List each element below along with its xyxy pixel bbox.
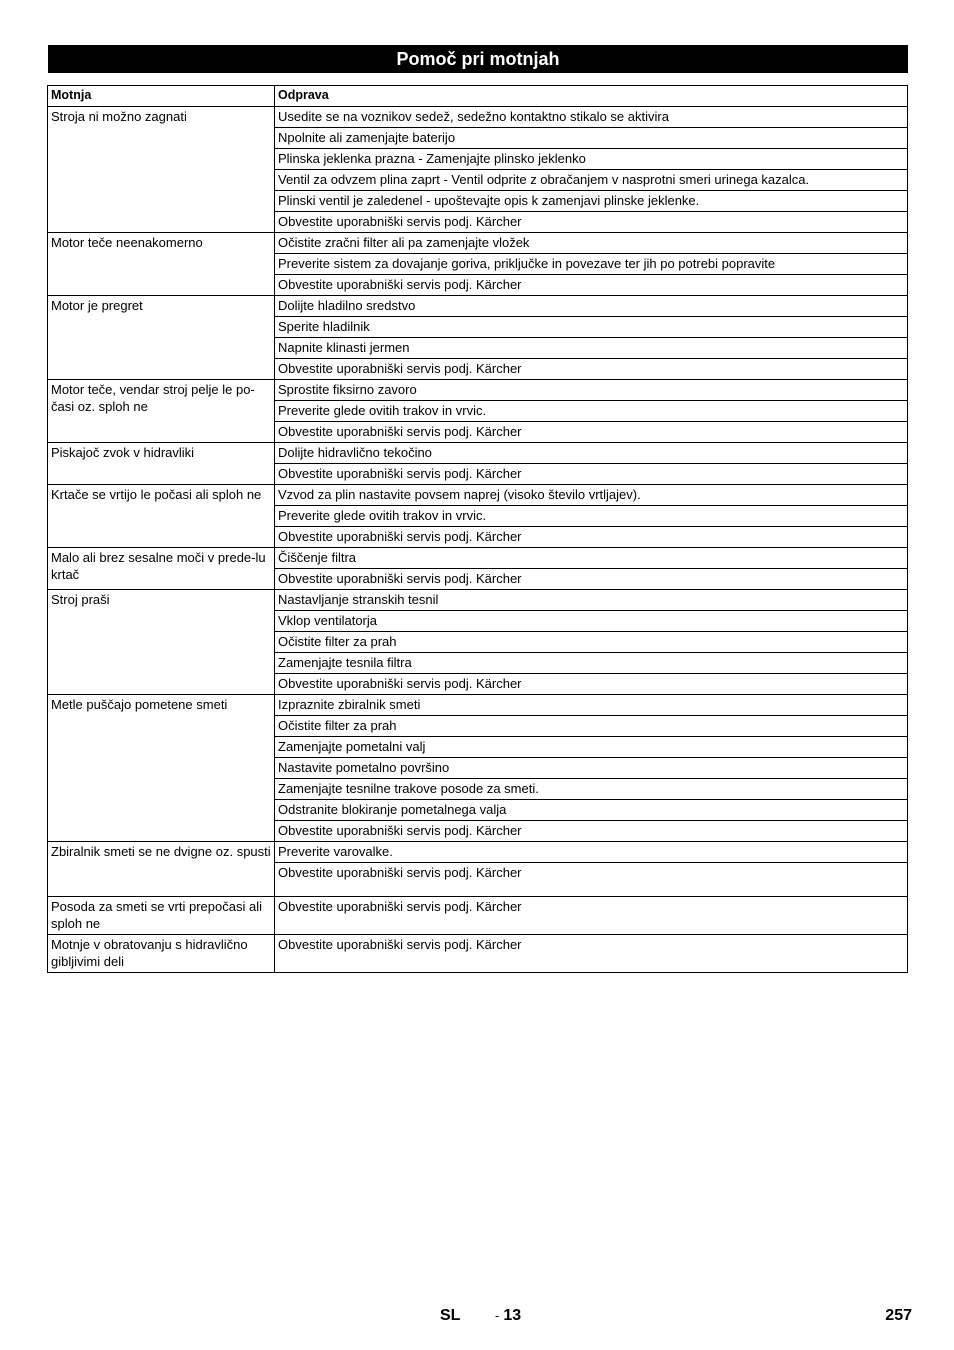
remedy-cell: Obvestite uporabniški servis podj. Kärcher	[275, 275, 908, 296]
problem-cell: Motnje v obratovanju s hidravlično gibljivimi deli	[48, 935, 275, 973]
remedy-cell: Očistite filter za prah	[275, 632, 908, 653]
section-page	[495, 1307, 521, 1325]
remedy-cell: Plinska jeklenka prazna - Zamenjajte plinsko jeklenko	[275, 149, 908, 170]
remedy-cell: Obvestite uporabniški servis podj. Kärcher	[275, 821, 908, 842]
remedy-cell: Nastavljanje stranskih tesnil	[275, 590, 908, 611]
table-row	[48, 233, 908, 254]
remedy-cell: Čiščenje filtra	[275, 548, 908, 569]
remedy-cell: Napnite klinasti jermen	[275, 338, 908, 359]
remedy-cell: Zamenjajte tesnilne trakove posode za smeti.	[275, 779, 908, 800]
remedy-cell: Nastavite pometalno površino	[275, 758, 908, 779]
remedy-cell: Vklop ventilatorja	[275, 611, 908, 632]
problem-cell: Piskajoč zvok v hidravliki	[48, 443, 275, 485]
page-number: 257	[885, 1307, 912, 1324]
remedy-cell: Ventil za odvzem plina zaprt - Ventil odprite z obračanjem v nasprotni smeri urinega kazalca.	[275, 170, 908, 191]
page-dash: -	[495, 1308, 500, 1323]
remedy-cell: Obvestite uporabniški servis podj. Kärcher	[275, 935, 908, 973]
table-row	[48, 443, 908, 464]
table-body	[48, 107, 908, 973]
table-header-row	[48, 86, 908, 107]
remedy-cell: Preverite glede ovitih trakov in vrvic.	[275, 506, 908, 527]
table-row	[48, 107, 908, 128]
remedy-cell: Očistite zračni filter ali pa zamenjajte vložek	[275, 233, 908, 254]
problem-cell: Krtače se vrtijo le počasi ali sploh ne	[48, 485, 275, 548]
table-row	[48, 548, 908, 569]
problem-cell: Motor teče neenakomerno	[48, 233, 275, 296]
remedy-cell: Zamenjajte pometalni valj	[275, 737, 908, 758]
problem-cell: Malo ali brez sesalne moči v prede-lu krtač	[48, 548, 275, 590]
remedy-cell: Preverite sistem za dovajanje goriva, priključke in povezave ter jih po potrebi popravite	[275, 254, 908, 275]
problem-cell: Zbiralnik smeti se ne dvigne oz. spusti	[48, 842, 275, 897]
remedy-cell: Obvestite uporabniški servis podj. Kärcher	[275, 422, 908, 443]
problem-cell: Stroja ni možno zagnati	[48, 107, 275, 233]
remedy-cell: Dolijte hladilno sredstvo	[275, 296, 908, 317]
remedy-cell: Obvestite uporabniški servis podj. Kärcher	[275, 674, 908, 695]
problem-cell: Stroj praši	[48, 590, 275, 695]
remedy-cell: Obvestite uporabniški servis podj. Kärcher	[275, 569, 908, 590]
problem-cell: Motor teče, vendar stroj pelje le po-časi oz. sploh ne	[48, 380, 275, 443]
section-page-number: 13	[503, 1307, 522, 1324]
remedy-cell: Usedite se na voznikov sedež, sedežno kontaktno stikalo se aktivira	[275, 107, 908, 128]
remedy-cell: Npolnite ali zamenjajte baterijo	[275, 128, 908, 149]
problem-cell: Metle puščajo pometene smeti	[48, 695, 275, 842]
table-row	[48, 590, 908, 611]
header-motnja: Motnja	[48, 86, 275, 107]
language-code: SL	[440, 1307, 461, 1324]
remedy-cell: Obvestite uporabniški servis podj. Kärcher	[275, 897, 908, 935]
header-odprava: Odprava	[275, 86, 908, 107]
remedy-cell: Preverite glede ovitih trakov in vrvic.	[275, 401, 908, 422]
remedy-cell: Obvestite uporabniški servis podj. Kärcher	[275, 464, 908, 485]
problem-cell: Motor je pregret	[48, 296, 275, 380]
remedy-cell: Obvestite uporabniški servis podj. Kärcher	[275, 359, 908, 380]
remedy-cell: Odstranite blokiranje pometalnega valja	[275, 800, 908, 821]
problem-cell: Posoda za smeti se vrti prepočasi ali sploh ne	[48, 897, 275, 935]
remedy-cell: Izpraznite zbiralnik smeti	[275, 695, 908, 716]
remedy-cell: Sperite hladilnik	[275, 317, 908, 338]
table-row	[48, 485, 908, 506]
page-title: Pomoč pri motnjah	[48, 45, 908, 73]
table-row	[48, 296, 908, 317]
table-row	[48, 380, 908, 401]
remedy-cell: Očistite filter za prah	[275, 716, 908, 737]
table-row	[48, 695, 908, 716]
remedy-cell: Obvestite uporabniški servis podj. Kärcher	[275, 527, 908, 548]
table-row	[48, 842, 908, 863]
remedy-cell: Zamenjajte tesnila filtra	[275, 653, 908, 674]
remedy-cell: Sprostite fiksirno zavoro	[275, 380, 908, 401]
table-row	[48, 897, 908, 935]
remedy-cell: Obvestite uporabniški servis podj. Kärcher	[275, 863, 908, 897]
remedy-cell: Obvestite uporabniški servis podj. Kärcher	[275, 212, 908, 233]
remedy-cell: Preverite varovalke.	[275, 842, 908, 863]
troubleshooting-table	[47, 85, 908, 973]
remedy-cell: Plinski ventil je zaledenel - upoštevajte opis k zamenjavi plinske jeklenke.	[275, 191, 908, 212]
table-row	[48, 935, 908, 973]
remedy-cell: Dolijte hidravlično tekočino	[275, 443, 908, 464]
remedy-cell: Vzvod za plin nastavite povsem naprej (visoko število vrtljajev).	[275, 485, 908, 506]
